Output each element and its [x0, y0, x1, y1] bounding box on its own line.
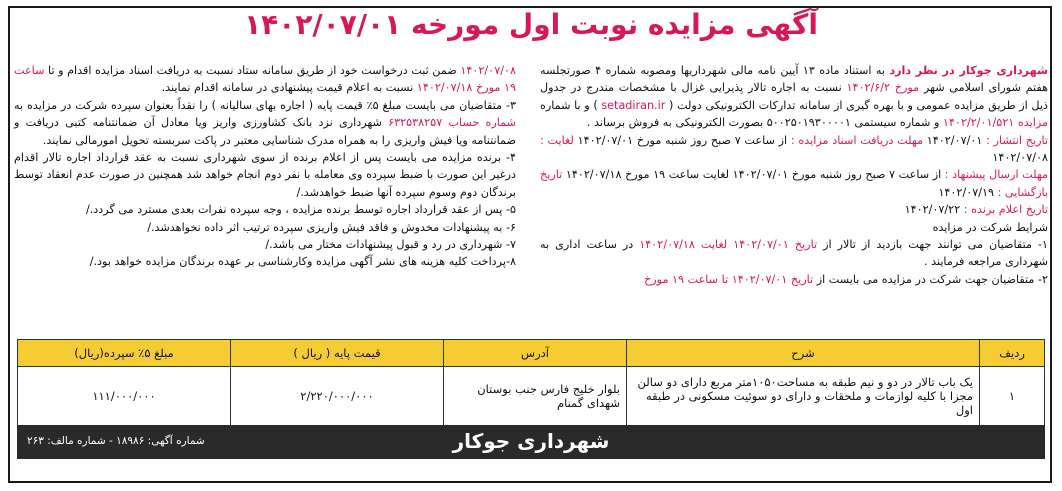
intro-date: مورخ ۱۴۰۲/۶/۲	[846, 81, 920, 95]
condition-5: ۵- پس از عقد قرارداد اجاره توسط برنده مزایده ، وجه سپرده نفرات بعدی مسترد می گردد./	[85, 203, 516, 217]
footer-organization: شهرداری جوکار	[452, 429, 610, 453]
header-description: شرح	[627, 340, 980, 367]
table-header-row	[18, 340, 1045, 367]
cell-address: بلوار خلیج فارس جنب بوستان شهدای گمنام	[444, 367, 627, 426]
condition-7: ۷- شهرداری در رد و قبول پیشنهادات مختار می باشد./	[265, 238, 516, 252]
condition-2-a: ۲- متقاضیان جهت شرکت در مزایده می بایست از	[813, 272, 1048, 286]
condition-1-b: در ساعت اداری به شهرداری مراجعه فرمایند .	[540, 238, 1048, 269]
header-row-number: ردیف	[980, 340, 1045, 367]
docs-range: از ساعت ۷ صبح روز شنبه مورخ ۱۴۰۲/۰۷/۰۱	[573, 133, 791, 147]
header-base-price: قیمت پایه ( ریال )	[231, 340, 444, 367]
docs-until-label: لغایت :	[540, 133, 574, 147]
docs-until-date: ۱۴۰۲/۰۷/۰۸	[992, 151, 1048, 165]
docs-label: مهلت دریافت اسناد مزایده :	[790, 133, 924, 147]
intro-bold: شهرداری جوکار در نظر دارد	[889, 64, 1048, 77]
condition-3-a: ۳- متقاضیان می بایست مبلغ ۵٪ قیمت پایه ( اجاره بهای سالیانه ) را نقداً بعنوان سپرده شرکت در مزایده به	[14, 98, 517, 112]
publish-date: ۱۴۰۲/۰۷/۰۱	[923, 133, 987, 147]
announce-date: ۱۴۰۲/۰۷/۲۲	[904, 203, 964, 217]
condition-4: ۴- برنده مزایده می بایست پس از اعلام برنده از سوی شهرداری نسبت به عقد قرارداد اجاره تالار اقدام درغیر این صورت با ضبط سپرده وی معامله با نفر دوم انجام خواهد شد همچنین در صورت عدم انعقاد توسط برندگان دوم وسوم سپرده آنها ضبط خواهدشد./	[14, 151, 516, 199]
condition-1-a: ۱- متقاضیان می توانند جهت بازدید از تالار از	[817, 238, 1048, 252]
items-table	[17, 339, 1045, 426]
setad-link[interactable]: setadiran.ir	[601, 98, 666, 112]
cell-row-number: ۱	[980, 367, 1045, 426]
condition-6: ۶- به پیشنهادات مخدوش و فاقد فیش واریزی سپرده ترتیب اثر داده نخواهدشد./	[147, 220, 516, 234]
auction-number: مزایده ۱۴۰۲/۲/۰۱/۵۲۱	[942, 116, 1048, 130]
left-column	[14, 62, 516, 271]
right-column	[540, 62, 1048, 288]
announce-label: تاریخ اعلام برنده :	[963, 203, 1048, 217]
condition-2-cont-date: ۱۴۰۲/۰۷/۰۸	[460, 64, 516, 77]
publish-label: تاریخ انتشار :	[986, 133, 1048, 147]
header-deposit: مبلغ ۵٪ سپرده(ریال)	[18, 340, 231, 367]
notice-title: آگهی مزایده نوبت اول مورخه ۱۴۰۲/۰۷/۰۱	[244, 8, 818, 41]
send-line	[540, 166, 1048, 201]
condition-2-deadline: ساعت ۱۹ مورخ ۱۴۰۲/۰۷/۱۸	[14, 64, 516, 95]
condition-2-cont	[14, 62, 516, 97]
footer-meta: شماره آگهی: ۱۸۹۸۶ - شماره مالف: ۲۶۳	[27, 435, 205, 447]
intro-text-b: نسبت به اجاره تالار پذیرایی غزال با مشخصات مندرج در جدول ذیل از طریق مزایده عمومی و با بهره گیری از سامانه تدارکات الکترونیکی دولت (	[540, 81, 1048, 112]
send-range: از ساعت ۷ صبح روز شنبه مورخ ۱۴۰۲/۰۷/۰۱ لغایت ساعت ۱۹ مورخ ۱۴۰۲/۰۷/۱۸	[562, 168, 945, 182]
cell-description: یک باب تالار در دو و نیم طبقه به مساحت۱۰۵۰متر مربع دارای دو سالن مجزا با کلیه لوازمات و ملحقات و دارای دو سوئیت مسکونی در طبقه اول	[627, 367, 980, 426]
send-label: مهلت ارسال پیشنهاد :	[944, 168, 1048, 182]
header-address: آدرس	[444, 340, 627, 367]
conditions-title: شرایط شرکت در مزایده	[932, 220, 1048, 234]
condition-1-dates: تاریخ ۱۴۰۲/۰۷/۰۱ لغایت ۱۴۰۲/۰۷/۱۸	[639, 238, 818, 252]
condition-2	[540, 271, 1048, 288]
intro-text-d: و شماره سیستمی ۵۰۰۲۵۰۱۹۳۰۰۰۰۱ بصورت الکترونیکی به فروش برساند .	[586, 116, 943, 130]
announce-line	[540, 201, 1048, 218]
condition-3	[14, 97, 516, 149]
intro-text-c: ) و با شماره	[540, 98, 602, 112]
intro-text-a: به استناد ماده ۱۳ آیین نامه مالی شهرداریها ومصوبه شماره ۴ صورتجلسه هفتم شورای اسلامی شهر	[540, 64, 1048, 95]
condition-1	[540, 236, 1048, 271]
table-row	[18, 367, 1045, 426]
intro-paragraph	[540, 62, 1048, 132]
open-label: تاریخ بازگشایی :	[540, 168, 1048, 199]
condition-8: ۸-پرداخت کلیه هزینه های نشر آگهی مزایده وکارشناسی بر عهده برندگان مزایده خواهد بود./	[89, 255, 516, 269]
footer-bar	[17, 425, 1045, 459]
cell-base-price: ۲/۲۲۰/۰۰۰/۰۰۰	[231, 367, 444, 426]
account-number: شماره حساب ۶۳۲۵۳۸۲۵۷	[388, 116, 516, 130]
condition-2-cont-a: ضمن ثبت درخواست خود از طریق سامانه ستاد نسبت به دریافت اسناد مزایده اقدام و تا	[44, 64, 461, 77]
open-date: ۱۴۰۲/۰۷/۱۹	[938, 185, 998, 199]
cell-deposit: ۱۱۱/۰۰۰/۰۰۰	[18, 367, 231, 426]
publish-line	[540, 132, 1048, 167]
condition-3-b: شهرداری نزد بانک کشاورزی واریز ویا معادل آن ضمانتنامه کتبی دریافت و ضمانتنامه ویا فیش واریزی را به همراه مدرک شناسایی معتبر در پاکت سربسته تحویل امورمالی نمایند.	[14, 116, 516, 147]
condition-2-cont-b: نسبت به اعلام قیمت پیشنهادی در سامانه اقدام نمایند.	[161, 81, 417, 95]
condition-2-dates: تاریخ ۱۴۰۲/۰۷/۰۱ تا ساعت ۱۹ مورخ	[644, 272, 814, 286]
